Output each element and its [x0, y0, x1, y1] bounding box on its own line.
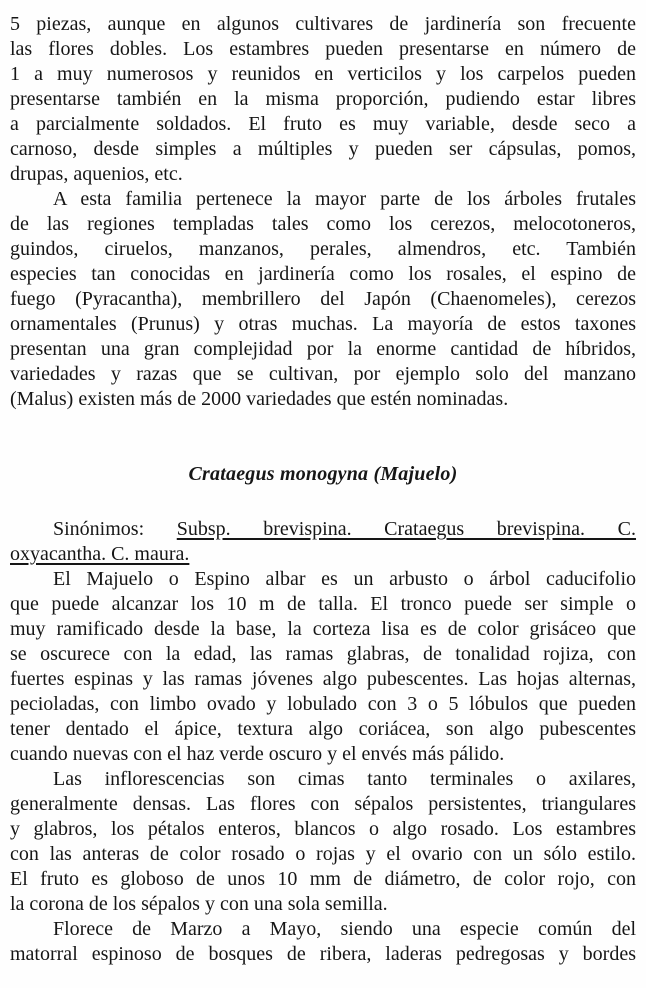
text-line: variedades y razas que se cultivan, por ejemplo solo del manzano: [10, 363, 636, 385]
rosaceae-fruit-trees: [10, 187, 636, 412]
text-line: guindos, ciruelos, manzanos, perales, almendros, etc. También: [10, 238, 636, 260]
text-line: carnoso, desde simples a múltiples y pueden ser cápsulas, pomos,: [10, 138, 636, 160]
text-line: tener dentado el ápice, textura algo coriácea, son algo pubescentes: [10, 718, 636, 740]
text-line: matorral espinoso de bosques de ribera, laderas pedregosas y bordes: [10, 943, 636, 965]
text-line: generalmente densas. Las flores con sépalos persistentes, triangulares: [10, 793, 636, 815]
text-segment: Sinónimos:: [53, 518, 177, 540]
underlined-text: Subsp. brevispina. Crataegus brevispina. C.: [176, 518, 637, 540]
text-line: pecioladas, con limbo ovado y lobulado con 3 o 5 lóbulos que pueden: [10, 693, 636, 715]
majuelo-flowering: [10, 917, 636, 967]
text-line: Florece de Marzo a Mayo, siendo una especie común del: [53, 918, 636, 940]
text-line: 1 a muy numerosos y reunidos en verticilos y los carpelos pueden: [10, 63, 636, 85]
text-line: [10, 542, 636, 567]
text-line: fuertes espinas y las ramas jóvenes algo pubescentes. Las hojas alternas,: [10, 668, 636, 690]
text-line: muy ramificado desde la base, la corteza lisa es de color grisáceo que: [10, 618, 636, 640]
text-line: fuego (Pyracantha), membrillero del Japón (Chaenomeles), cerezos: [10, 288, 636, 310]
text-line: (Malus) existen más de 2000 variedades que estén nominadas.: [10, 388, 509, 410]
species-heading: Crataegus monogyna (Majuelo): [188, 463, 458, 485]
text-line: que puede alcanzar los 10 m de talla. El tronco puede ser simple o: [10, 593, 636, 615]
text-line: presentan una gran complejidad por la enorme cantidad de híbridos,: [10, 338, 636, 360]
text-line: de las regiones templadas tales como los cerezos, melocotoneros,: [10, 213, 636, 235]
majuelo-inflorescence: [10, 767, 636, 917]
text-line: a parcialmente soldados. El fruto es muy variable, desde seco a: [10, 113, 636, 135]
text-column: [10, 12, 636, 967]
text-line: drupas, aquenios, etc.: [10, 163, 183, 185]
majuelo-morphology: [10, 567, 636, 767]
text-line: cuando nuevas con el haz verde oscuro y el envés más pálido.: [10, 743, 505, 765]
text-line: especies tan conocidas en jardinería como los rosales, el espino de: [10, 263, 636, 285]
text-line: El fruto es globoso de unos 10 mm de diámetro, de color rojo, con: [10, 868, 636, 890]
text-line: ornamentales (Prunus) y otras muchas. La mayoría de estos taxones: [10, 313, 636, 335]
synonyms: [10, 517, 636, 567]
text-line: y glabros, los pétalos enteros, blancos o algo rosado. Los estambres: [10, 818, 636, 840]
text-line: las flores dobles. Los estambres pueden presentarse en número de: [10, 38, 636, 60]
underlined-text: oxyacantha. C. maura.: [10, 543, 190, 565]
text-line: la corona de los sépalos y con una sola semilla.: [10, 893, 388, 915]
rosaceae-family-description: [10, 12, 636, 187]
text-line: [10, 517, 636, 542]
text-line: A esta familia pertenece la mayor parte de los árboles frutales: [53, 188, 636, 210]
text-line: El Majuelo o Espino albar es un arbusto o árbol caducifolio: [53, 568, 636, 590]
text-line: con las anteras de color rosado o rojas y el ovario con un sólo estilo.: [10, 843, 636, 865]
text-line: presentarse también en la misma proporción, pudiendo estar libres: [10, 88, 636, 110]
text-line: Las inflorescencias son cimas tanto terminales o axilares,: [53, 768, 636, 790]
text-line: 5 piezas, aunque en algunos cultivares de jardinería son frecuente: [10, 13, 636, 35]
text-line: se oscurece con la edad, las ramas glabras, de tonalidad rojiza, con: [10, 643, 636, 665]
